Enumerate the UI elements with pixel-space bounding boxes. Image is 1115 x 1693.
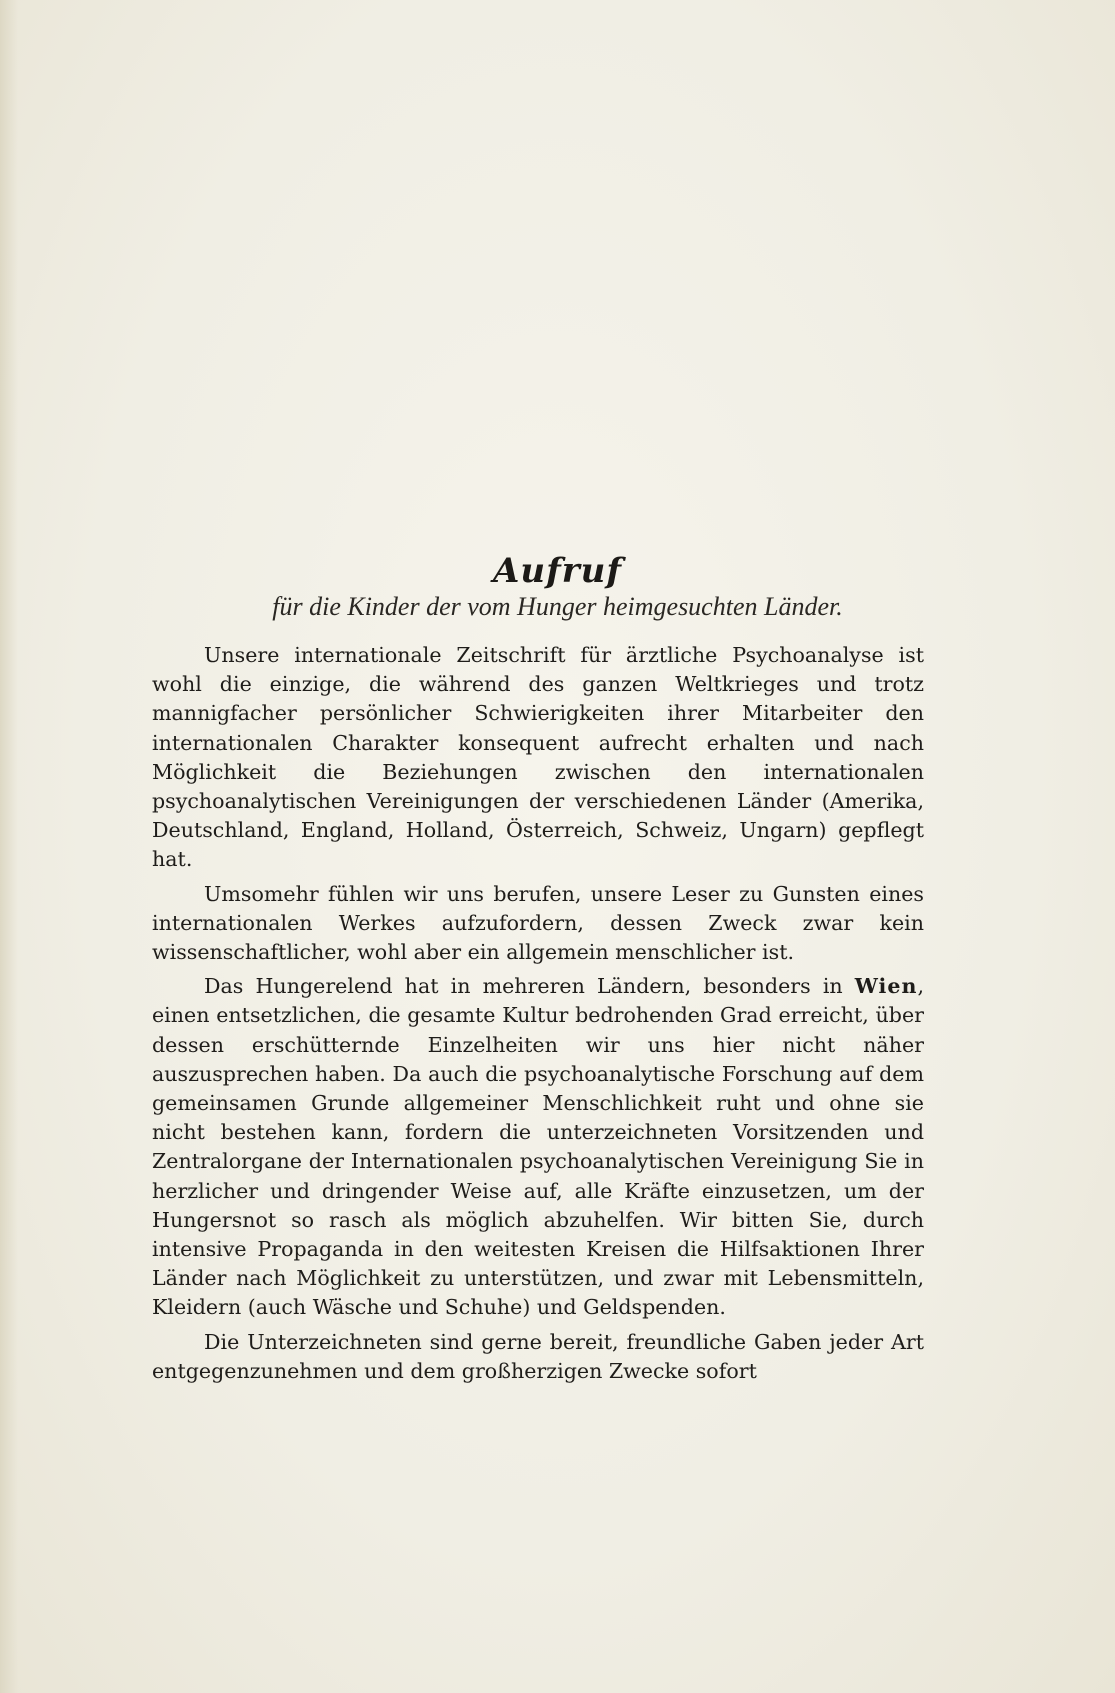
body-text — [152, 641, 924, 1391]
paragraph-1: Unsere internationale Zeitschrift für ärztliche Psychoanalyse ist wohl die einzige, die während des ganzen Weltkrieges und trotz mannigfacher persönlicher Schwierigkeiten ihrer Mitarbeiter den internationalen Charakter konsequent aufrecht erhalten und nach Möglichkeit die Beziehungen zwischen den internationalen psychoanalytischen Vereinigungen der verschiedenen Länder (Amerika, Deutschland, England, Holland, Österreich, Schweiz, Ungarn) gepflegt hat. — [152, 643, 924, 872]
document-subtitle: für die Kinder der vom Hunger heimgesuchten Länder. — [272, 592, 843, 621]
document-title: Aufruf — [493, 550, 622, 591]
paragraph-3 — [152, 972, 924, 1322]
emphasis-wien: Wien — [854, 974, 918, 999]
paragraph-3-start: Das Hungerelend hat in mehreren Ländern, besonders in — [204, 974, 855, 999]
paragraph-3-rest: , einen entsetzlichen, die gesamte Kultur bedrohenden Grad erreicht, über dessen erschütternde Einzelheiten wir uns hier nicht näher auszusprechen haben. Da auch die psychoanalytische Forschung auf dem gemeinsamen Grunde allgemeiner Menschlichkeit ruht und ohne sie nicht bestehen kann, fordern die unterzeichneten Vorsitzenden und Zentralorgane der Internationalen psychoanalytischen Vereinigung Sie in herzlicher und dringender Weise auf, alle Kräfte einzusetzen, um der Hungersnot so rasch als möglich abzuhelfen. Wir bitten Sie, durch intensive Propaganda in den weitesten Kreisen die Hilfsaktionen Ihrer Länder nach Möglichkeit zu unterstützen, und zwar mit Lebensmitteln, Kleidern (auch Wäsche und Schuhe) und Geldspenden. — [152, 974, 924, 1320]
page-edge-shadow — [0, 0, 18, 1693]
paragraph-4: Die Unterzeichneten sind gerne bereit, freundliche Gaben jeder Art entgegenzunehmen und dem großherzigen Zwecke sofort — [152, 1329, 924, 1383]
paragraph-2: Umsomehr fühlen wir uns berufen, unsere Leser zu Gunsten eines internationalen Werkes aufzufordern, dessen Zweck zwar kein wissenschaftlicher, wohl aber ein allgemein menschlicher ist. — [152, 881, 924, 965]
